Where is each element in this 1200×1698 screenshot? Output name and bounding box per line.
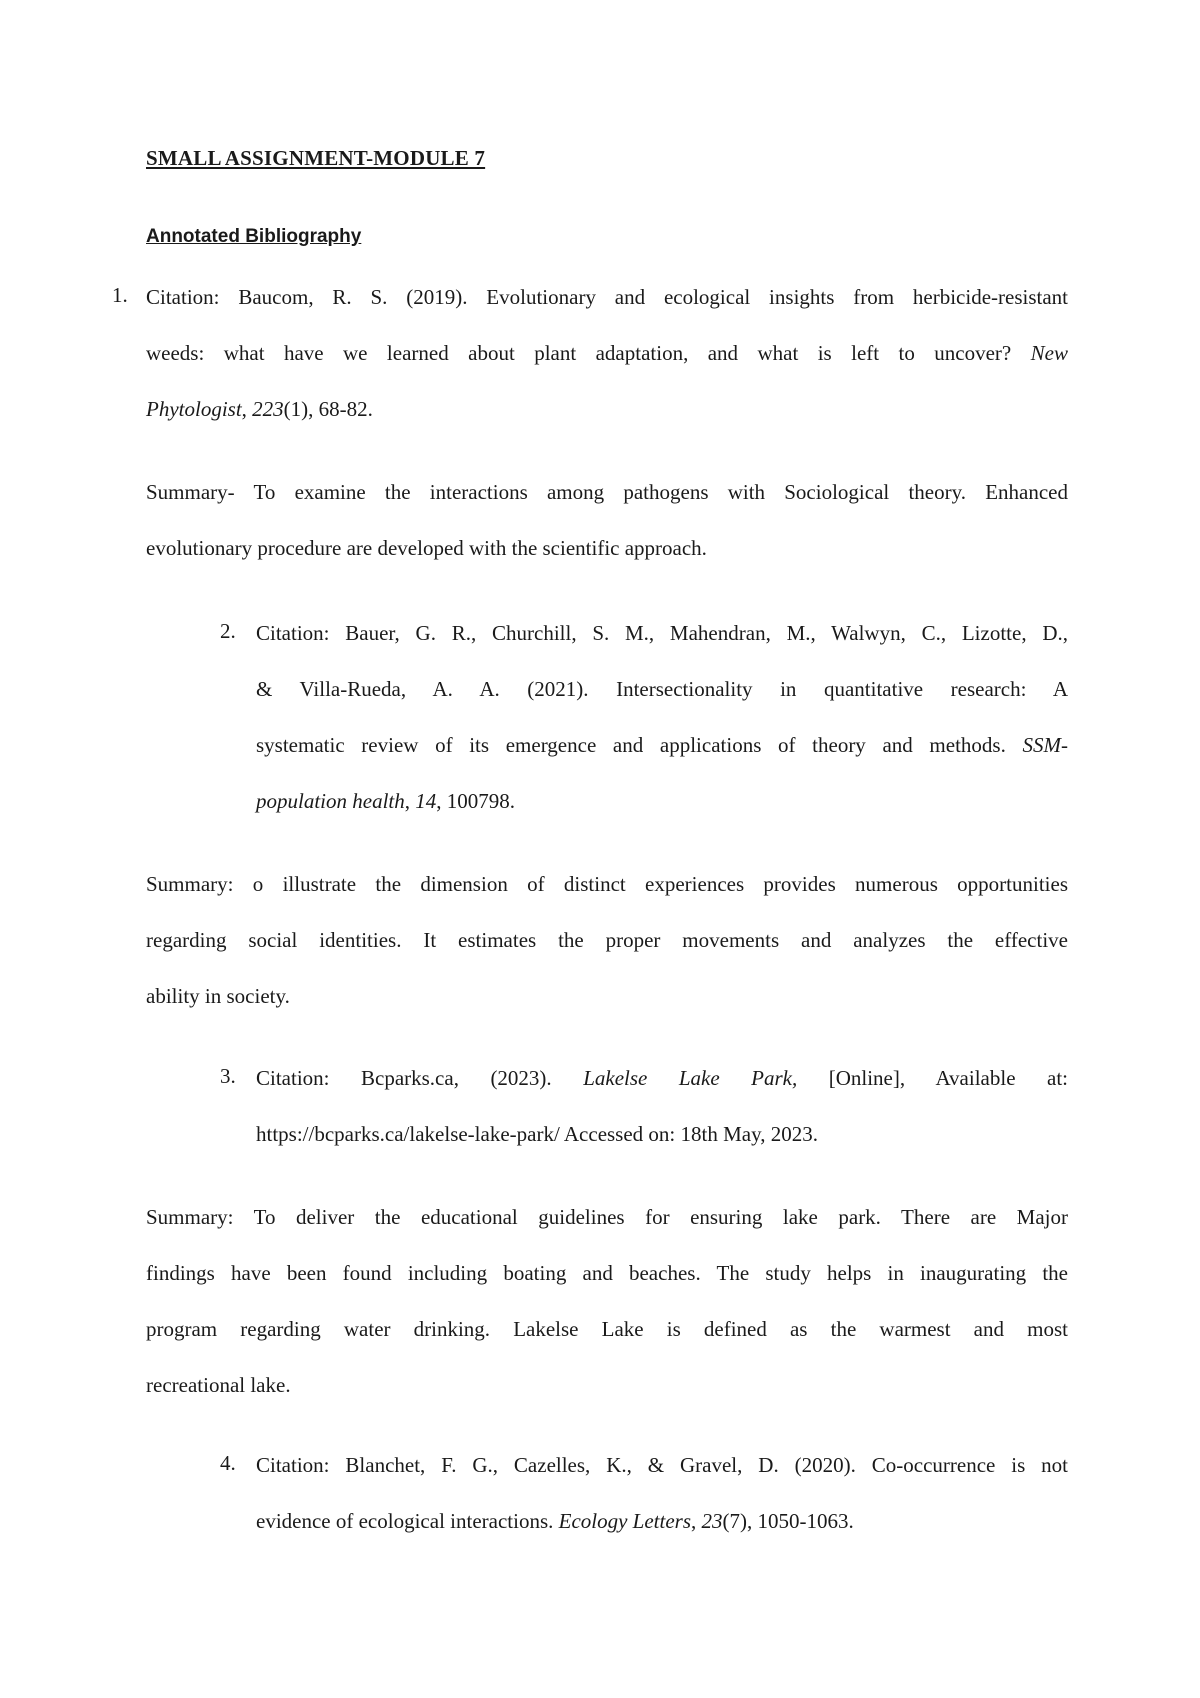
entry-2-number: 2.: [220, 619, 236, 643]
entry-2-citation: [256, 605, 1068, 829]
summary-line: findings have been found including boating and beaches. The study helps in inaugurating the: [146, 1261, 1068, 1285]
entry-2-summary: [146, 856, 1068, 1024]
citation-line: Citation: Bcparks.ca, (2023). Lakelse Lake Park, [Online], Available at:: [256, 1066, 1069, 1090]
entry-3-number: 3.: [220, 1064, 236, 1088]
citation-line: Citation: Bauer, G. R., Churchill, S. M., Mahendran, M., Walwyn, C., Lizotte, D.,: [256, 621, 1068, 645]
journal-name: Phytologist: [146, 397, 242, 421]
summary-line: Summary- To examine the interactions among pathogens with Sociological theory. Enhanced: [146, 480, 1068, 504]
summary-line: program regarding water drinking. Lakelse Lake is defined as the warmest and most: [146, 1317, 1068, 1341]
entry-4-number: 4.: [220, 1451, 236, 1475]
issue: (1): [283, 397, 309, 421]
entry-1-number: 1.: [112, 283, 128, 307]
page-title: SMALL ASSIGNMENT-MODULE 7: [146, 146, 486, 170]
summary-line: regarding social identities. It estimates the proper movements and analyzes the effective: [146, 928, 1068, 952]
volume: 14: [415, 789, 437, 813]
issue: (7): [722, 1509, 748, 1533]
summary-line: Summary: o illustrate the dimension of distinct experiences provides numerous opportunities: [146, 872, 1068, 896]
citation-line: weeds: what have we learned about plant adaptation, and what is left to uncover? New: [146, 341, 1068, 365]
entry-1-summary: [146, 464, 1068, 576]
summary-line: ability in society.: [146, 984, 290, 1008]
entry-1-citation: [146, 269, 1068, 437]
entry-4-citation: [256, 1437, 1068, 1549]
citation-line: & Villa-Rueda, A. A. (2021). Intersectionality in quantitative research: A: [256, 677, 1068, 701]
summary-line: recreational lake.: [146, 1373, 291, 1397]
summary-line: evolutionary procedure are developed with the scientific approach.: [146, 536, 707, 560]
citation-line: Citation: Baucom, R. S. (2019). Evolutionary and ecological insights from herbicide-resistant: [146, 285, 1068, 309]
entry-3-summary: [146, 1189, 1068, 1413]
journal-name: Ecology Letters: [558, 1509, 692, 1533]
section-heading: Annotated Bibliography: [146, 226, 362, 247]
citation-line: systematic review of its emergence and applications of theory and methods. SSM-: [256, 733, 1068, 757]
citation-url-line: https://bcparks.ca/lakelse-lake-park/ Accessed on: 18th May, 2023.: [256, 1122, 818, 1146]
journal-name: population health: [256, 789, 405, 813]
citation-line: Phytologist, 223(1), 68-82.: [146, 397, 373, 421]
journal-name: New: [1030, 341, 1068, 365]
journal-name: SSM-: [1022, 733, 1068, 757]
citation-line: Citation: Blanchet, F. G., Cazelles, K., & Gravel, D. (2020). Co-occurrence is not: [256, 1453, 1068, 1477]
citation-line: evidence of ecological interactions. Ecology Letters, 23(7), 1050-1063.: [256, 1509, 854, 1533]
volume: 223: [252, 397, 284, 421]
summary-line: Summary: To deliver the educational guidelines for ensuring lake park. There are Major: [146, 1205, 1068, 1229]
entry-3-citation: [256, 1050, 1068, 1162]
citation-line: population health, 14, 100798.: [256, 789, 515, 813]
website-title: Lakelse Lake Park,: [583, 1066, 798, 1090]
volume: 23: [701, 1509, 723, 1533]
